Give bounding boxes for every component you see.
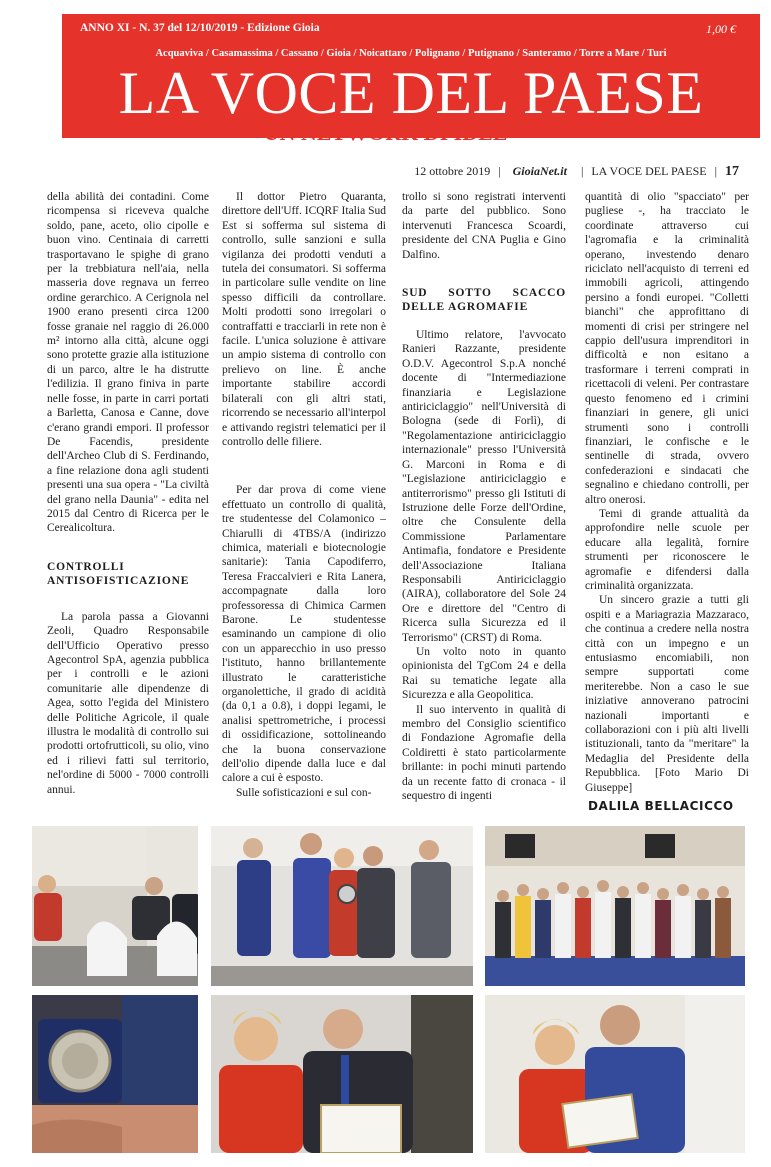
- photo-award-group: [211, 826, 473, 986]
- photo-certificate-1: [211, 995, 473, 1153]
- spacer: [222, 449, 386, 483]
- article-column-2: [222, 190, 386, 800]
- article-paragraph: La parola passa a Giovanni Zeoli, Quadro Responsabile dell'Ufficio Operativo presso Agecontrol SpA, agenzia pubblica per i controlli e le azioni comunitarie alle dipendenze di Agea, sotto l'egida del Ministero delle Politiche Agricole, il quale illustra le modalità di controllo sui prodotti ortofrutticoli, su olio, vino ed i rilievi fatti sul territorio, nel'ordine di 5000 - 7000 controlli annui.: [47, 610, 209, 796]
- photo-panel-speakers: [32, 826, 198, 986]
- section-heading: CONTROLLI ANTISOFISTICAZIONE: [47, 560, 190, 587]
- newspaper-title: LA VOCE DEL PAESE: [118, 60, 704, 126]
- article-column-4: [585, 190, 749, 795]
- photo-medal-closeup: [32, 995, 198, 1153]
- article-column-3: [402, 190, 566, 803]
- issue-info: ANNO XI - N. 37 del 12/10/2019 - Edizione Gioia: [80, 22, 320, 34]
- photo-illustration: [485, 995, 745, 1153]
- folio-date: 12 ottobre 2019: [414, 164, 491, 178]
- article-paragraph: trollo si sono registrati interventi da parte del pubblico. Sono intervenuti Francesca Scoardi, presidente del CNA Puglia e Gino Dalfino.: [402, 191, 566, 261]
- section-heading: SUD SOTTO SCACCO DELLE AGROMAFIE: [402, 287, 566, 314]
- photo-students-group: [485, 826, 745, 986]
- photo-illustration: [211, 826, 473, 986]
- spacer: [47, 596, 209, 610]
- folio-separator: |: [580, 164, 584, 178]
- spacer: [402, 262, 566, 276]
- article-paragraph: quantità di olio "spacciato" per pugliese -, ha tracciato le coordinate attraverso cui l'agromafia e la criminalità operano, investendo denaro riciclato nell'acquisto di terreni ed immobili agricoli, attingendo persino a fondi europei. "Colletti bianchi" che approfittano di momenti di crisi per stringere nel cappio dell'usura imprenditori in difficoltà e non esitano a trasformare i terreni comprati in ricettacoli di veleni. Per contrastare questo fenomeno ed i crimini finanziari in genere, gli unici strumenti sono i controlli finanziari, le confische e le sentinelle di strada, ovvero confederazioni e sindacati che segnalino e chiedano controlli, per altro onerosi.: [585, 191, 749, 506]
- photo-illustration: [32, 826, 198, 986]
- article-paragraph: Temi di grande attualità da approfondire nelle scuole per educare alla legalità, fornire strumenti per riconoscere le agromafie e difendersi dalla criminalità organizzata.: [585, 507, 749, 592]
- folio-site: GioiaNet.it: [512, 164, 567, 178]
- article-paragraph: Il dottor Pietro Quaranta, direttore dell'Uff. ICQRF Italia Sud Est si sofferma sul sistema di controllo, sulle sanzioni e sulla vigilanza dei prodotti venduti a tutela dei consumatori. Si sofferma in particolare sulle vendite on line spesso difficili da controllare. Molti prodotti sono irregolari o contraffatti e tracciarli in rete non è facile. L'unica soluzione è attivare un ampio sistema di controllo con prelievo on line. È anche importante stabilire accordi bilaterali con gli altri stati, ricorrendo se necessario all'interpol e attivando registri telematici per il controllo delle filiere.: [222, 191, 386, 448]
- article-paragraph: Un volto noto in quanto opinionista del TgCom 24 e della Rai su tematiche legate alla Sicurezza e alla Geopolitica.: [402, 645, 566, 702]
- article-paragraph: della abilità dei contadini. Come ricompensa si riceveva qualche soldo, pane, aceto, olio cipolle e buon vino. Centinaia di carretti trasportavano le spighe di grano per la trebbiatura nell'aia, nella masseria dove regnava un ferreo ordine gerarchico. A Cerignola nel 1900 erano presenti circa 1200 fosse granaie nel raggio di 26.000 m² intorno alla città, alcune oggi sono protette grazie alla istituzione di un parco, altre le ha distrutte l'edilizia. Il grano finiva in parte nelle fosse, in parte in carri portati a Barletta, Canosa e Canne, dove c'erano grandi empori. Il professor De Facendis, presidente dell'Archeo Club di S. Ferdinando, a fine relazione dona agli studenti presenti una sua opera - "La civiltà del grano nella Daunia" - edita nel 2015 dal Centro di Ricerca per le Cerealicoltura.: [47, 191, 209, 535]
- spacer: [47, 536, 209, 550]
- article-paragraph: Per dar prova di come viene effettuato un controllo di qualità, tre studentesse del Colamonico – Chiarulli di 4TBS/A (indirizzo chimica, materiali e biotecnologie sanitarie): Tania Capodiferro, Teresa Fraccalvieri e Rita Lanera, accompagnate dalla loro professoressa di Chimica Carmen Barone. Le studentesse esaminando un campione di olio con un apparecchio in uso presso l'istituto, hanno brillantemente illustrato le caratteristiche organolettiche, il grado di acidità (da 0,1 a 0.8), i doppi legami, le analisi spettrometriche, i processi di ossidificazione, sottolineando che la buona conservazione dell'olio dipende dalla luce e dal calore a cui è esposto.: [222, 484, 386, 785]
- folio-separator: |: [498, 164, 501, 178]
- newspaper-subtitle: UN NETWORK DI IDEE: [263, 120, 508, 145]
- article-paragraph: Sulle sofisticazioni e sul con-: [236, 786, 372, 799]
- photo-illustration: [211, 995, 473, 1153]
- price: 1,00 €: [706, 22, 736, 36]
- article-column-1: [47, 190, 209, 797]
- page-number: 17: [725, 164, 739, 179]
- page-folio: [414, 164, 739, 180]
- article-paragraph: Ultimo relatore, l'avvocato Ranieri Razzante, presidente O.D.V. Agecontrol S.p.A nonché docente di "Intermediazione finanziaria e Legislazione antiriciclaggio" nell'Università di Bologna (sede di Forlì), di "Regolamentazione antiriciclaggio internazionale" presso l'Università G. Marconi in Roma e di "Legislazione antiriciclaggio e antiterrorismo" presso gli Istituti di Istruzione delle Forze dell'Ordine, oltre che Consulente della Commissione Parlamentare Antimafia, fondatore e Presidente dell'Associazione Italiana Responsabili Antiriciclaggio (AIRA), collaboratore del Sole 24 Ore e direttore del "Centro di Ricerca sulla Sicurezza ed il Terrorismo" (CRST) di Roma.: [402, 329, 566, 644]
- article-paragraph: Il suo intervento in qualità di membro del Consiglio scientifico di Fondazione Agromafie della Coldiretti è stato particolarmente brillante: in pochi minuti partendo da un recente fatto di cronaca - il sequestro di ingenti: [402, 703, 566, 803]
- folio-paper: LA VOCE DEL PAESE: [591, 164, 707, 178]
- photo-illustration: [485, 826, 745, 986]
- folio-separator: |: [714, 164, 717, 178]
- photo-illustration: [32, 995, 198, 1153]
- towns-list: Acquaviva / Casamassima / Cassano / Gioia / Noicattaro / Polignano / Putignano / Santeramo / Torre a Mare / Turi: [155, 48, 667, 59]
- article-paragraph: Un sincero grazie a tutti gli ospiti e a Mariagrazia Mazzaraco, che continua a credere nella nostra città con un impegno e un entusiasmo encomiabili, non sempre supportati come meriterebbe. Non a caso le sue iniziative annoverano patrocini nazionali importanti e collaborazioni con i più alti livelli istituzionali, tanto da "meritare" la Medaglia del Presidente della Repubblica. [Foto Mario Di Giuseppe]: [585, 594, 749, 794]
- author-byline: DALILA BELLACICCO: [588, 799, 734, 813]
- photo-certificate-2: [485, 995, 745, 1153]
